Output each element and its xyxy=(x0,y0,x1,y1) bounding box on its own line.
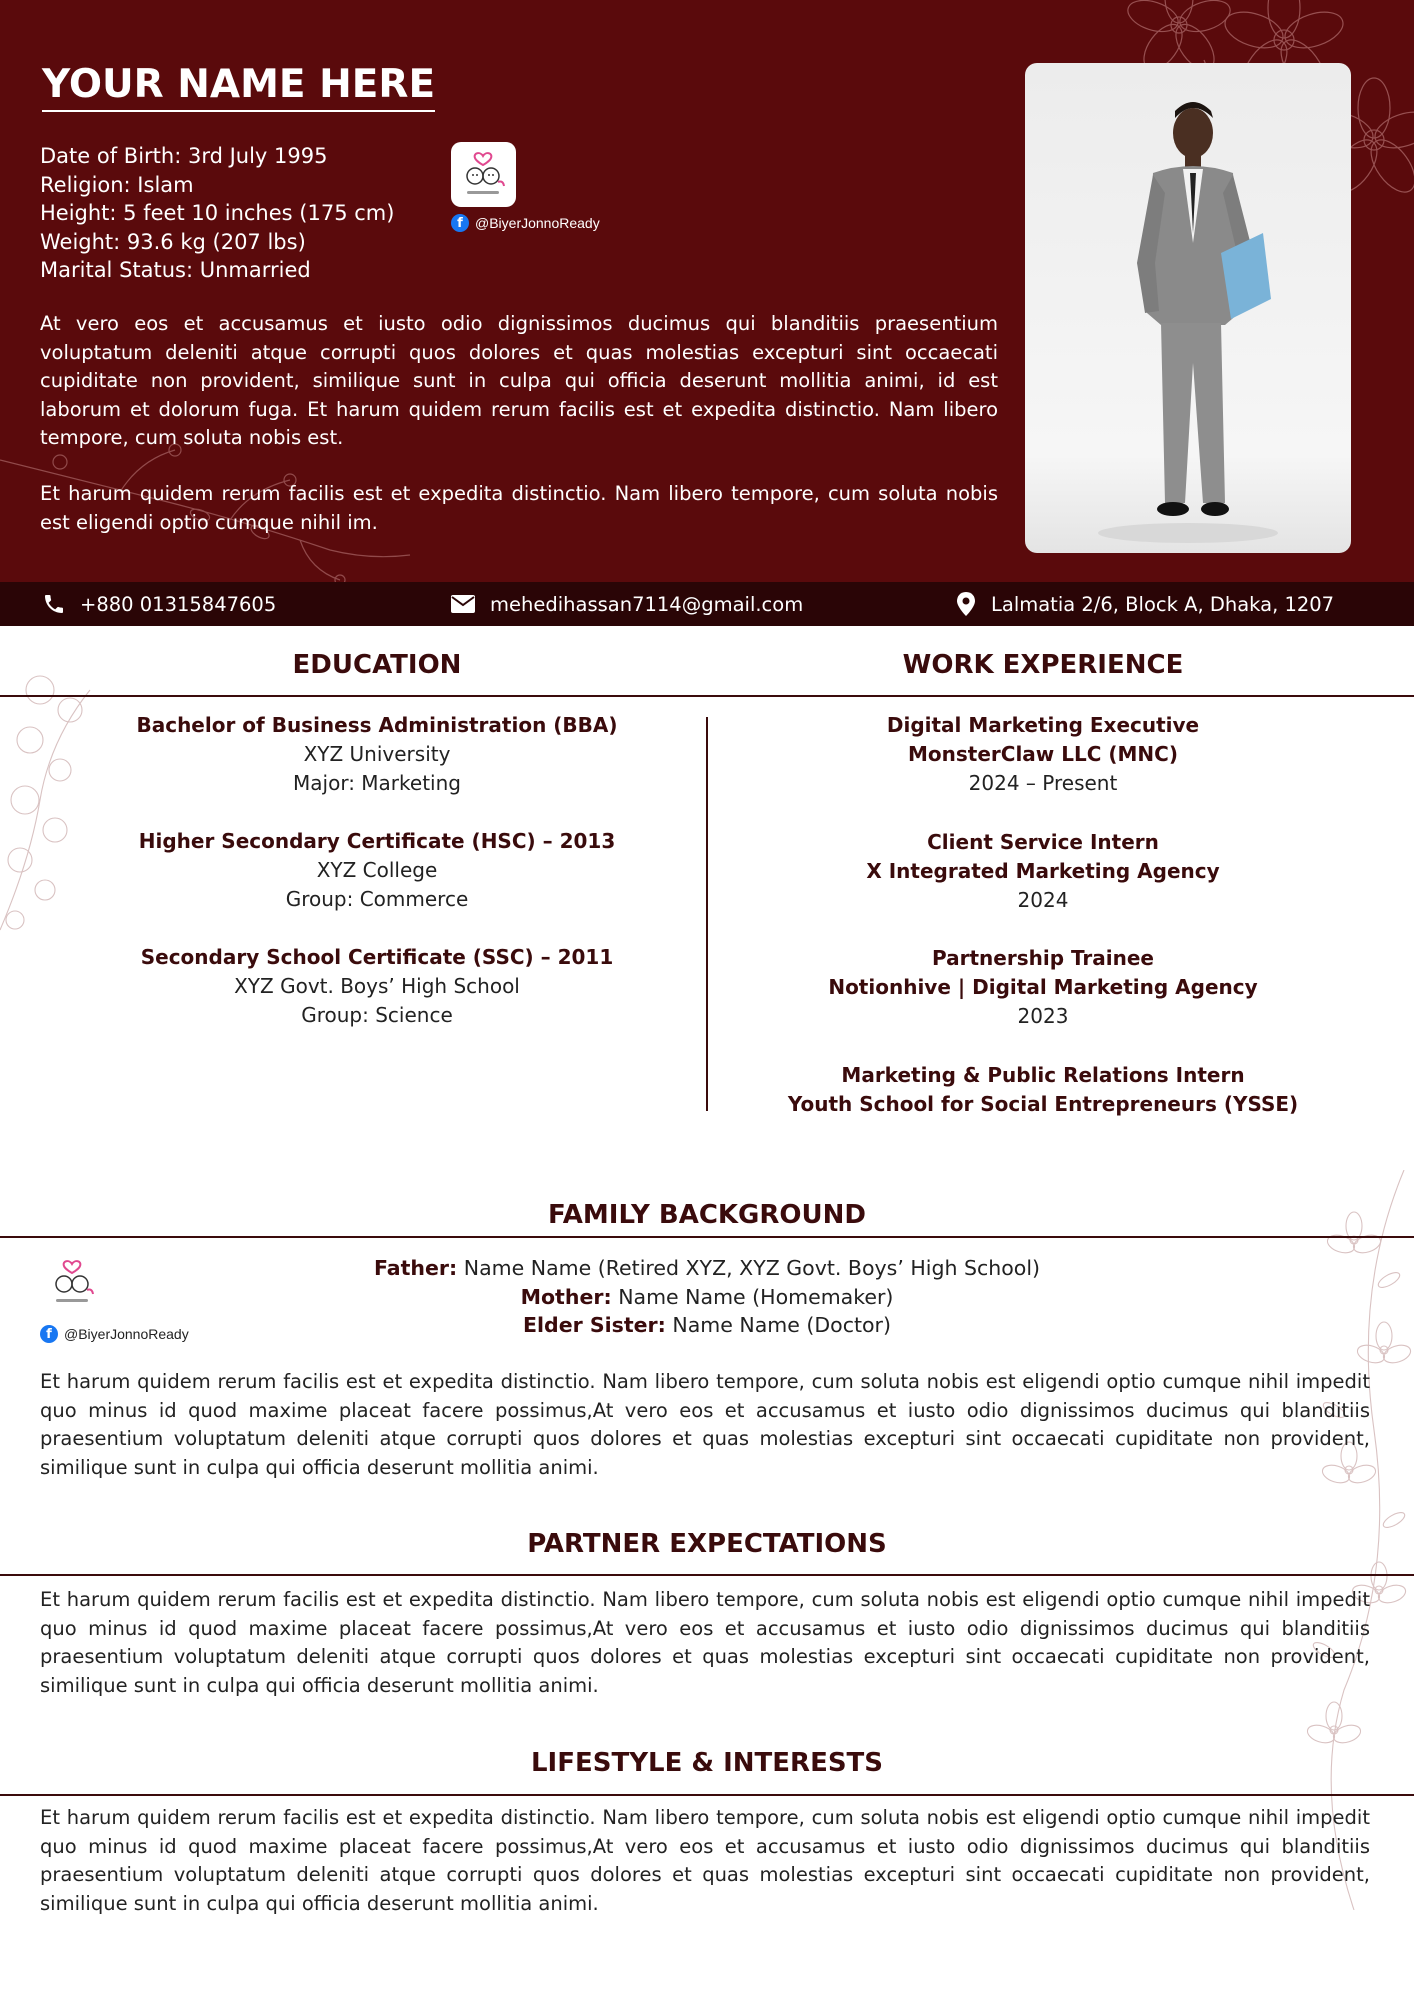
period: 2024 xyxy=(1017,887,1069,912)
institution: XYZ Govt. Boys’ High School xyxy=(234,974,520,998)
degree-title: Secondary School Certificate (SSC) – 2011 xyxy=(140,945,614,969)
divider xyxy=(0,1794,1414,1796)
family-member-mother xyxy=(0,1283,1414,1312)
phone-number: +880 01315847605 xyxy=(80,592,277,616)
member-value: Name Name (Homemaker) xyxy=(618,1284,894,1309)
organization: MonsterClaw LLC (MNC) xyxy=(908,742,1178,766)
major: Major: Marketing xyxy=(293,770,461,795)
profile-photo xyxy=(1025,63,1351,553)
bio-paragraph-1 xyxy=(40,310,998,453)
job-role: Digital Marketing Executive xyxy=(886,713,1200,737)
period: 2024 – Present xyxy=(968,771,1118,795)
education-item xyxy=(0,827,754,913)
bio-text-2: Et harum quidem rerum facilis est et expedita distinctio. Nam libero tempore, cum soluta nobis est eligendi optio cumque nihil im. xyxy=(40,482,998,534)
partner-paragraph: Et harum quidem rerum facilis est et expedita distinctio. Nam libero tempore, cum soluta nobis est eligendi optio cumque nihil impedit quo minus id quod maxime placeat facere possimus,At vero eos et accusamus et iusto odio dignissimos ducimus qui blanditiis praesentium voluptatum deleniti atque corrupti quos dolores et quas molestias excepturi sint occaecati cupiditate non provident, similique sunt in culpa qui officia deserunt mollitia animi. xyxy=(40,1588,1370,1697)
lifestyle-title: LIFESTYLE & INTERESTS xyxy=(530,1748,884,1778)
height: Height: 5 feet 10 inches (175 cm) xyxy=(40,201,395,225)
person-silhouette xyxy=(1025,63,1351,553)
job-role: Client Service Intern xyxy=(927,829,1159,854)
lifestyle-paragraph: Et harum quidem rerum facilis est et expedita distinctio. Nam libero tempore, cum soluta nobis est eligendi optio cumque nihil impedit quo minus id quod maxime placeat facere possimus,At vero eos et accusamus et iusto odio dignissimos ducimus qui blanditiis praesentium voluptatum deleniti atque corrupti quos dolores et quas molestias excepturi sint occaecati cupiditate non provident, similique sunt in culpa qui officia deserunt mollitia animi. xyxy=(40,1806,1370,1915)
date-of-birth: Date of Birth: 3rd July 1995 xyxy=(40,144,328,168)
family-member-father xyxy=(0,1254,1414,1283)
marital-status: Marital Status: Unmarried xyxy=(40,258,311,282)
header-banner xyxy=(0,0,1414,582)
organization: X Integrated Marketing Agency xyxy=(866,858,1220,883)
work-item xyxy=(708,1061,1378,1119)
divider xyxy=(0,695,1414,697)
phone-icon xyxy=(42,592,66,616)
candidate-name: YOUR NAME HERE xyxy=(42,62,435,112)
contact-bar xyxy=(0,582,1414,626)
divider xyxy=(0,1574,1414,1576)
facebook-icon: f xyxy=(451,214,469,232)
family-title: FAMILY BACKGROUND xyxy=(548,1200,866,1230)
major: Group: Commerce xyxy=(285,886,469,911)
member-label: Mother: xyxy=(520,1284,612,1309)
address: Lalmatia 2/6, Block A, Dhaka, 1207 xyxy=(991,592,1335,616)
family-members xyxy=(0,1254,1414,1340)
family-member-sister xyxy=(0,1311,1414,1340)
religion: Religion: Islam xyxy=(40,172,194,197)
institution: XYZ College xyxy=(316,858,438,882)
facebook-icon: f xyxy=(40,1325,58,1343)
major: Group: Science xyxy=(301,1002,453,1027)
email-address: mehedihassan7114@gmail.com xyxy=(490,592,804,616)
member-value: Name Name (Doctor) xyxy=(672,1313,891,1337)
social-handle: @BiyerJonnoReady xyxy=(475,215,600,231)
social-link[interactable] xyxy=(451,214,600,232)
work-item xyxy=(708,944,1378,1031)
organization: Notionhive | Digital Marketing Agency xyxy=(828,975,1258,999)
member-value: Name Name (Retired XYZ, XYZ Govt. Boys’ High School) xyxy=(463,1256,1041,1280)
education-item xyxy=(0,711,754,797)
organization: Youth School for Social Entrepreneurs (YSSE) xyxy=(787,1091,1299,1116)
partner-title: PARTNER EXPECTATIONS xyxy=(527,1529,887,1559)
work-list xyxy=(708,711,1378,1149)
contact-email[interactable] xyxy=(450,582,803,626)
work-title: WORK EXPERIENCE xyxy=(902,650,1184,680)
institution: XYZ University xyxy=(303,742,451,766)
work-item xyxy=(708,711,1378,798)
job-role: Marketing & Public Relations Intern xyxy=(841,1062,1245,1087)
member-label: Father: xyxy=(373,1256,458,1280)
contact-phone[interactable] xyxy=(42,582,276,626)
job-role: Partnership Trainee xyxy=(931,946,1154,970)
personal-details xyxy=(40,142,394,285)
contact-address[interactable] xyxy=(955,582,1334,626)
brand-logo-icon xyxy=(451,142,516,207)
brand-logo xyxy=(451,142,516,207)
bio-text-1: At vero eos et accusamus et iusto odio dignissimos ducimus qui blanditiis praesentium voluptatum deleniti atque corrupti quos dolores et quas molestias excepturi sint occaecati cupiditate non provident, similique sunt in culpa qui officia deserunt mollitia animi, id est laborum et dolorum fuga. Et harum quidem rerum facilis est et expedita distinctio. Nam libero tempore, cum soluta nobis est. xyxy=(40,312,998,449)
divider xyxy=(0,1236,1414,1238)
member-label: Elder Sister: xyxy=(523,1313,666,1337)
period: 2023 xyxy=(1017,1004,1069,1028)
work-item xyxy=(708,828,1378,915)
family-paragraph: Et harum quidem rerum facilis est et expedita distinctio. Nam libero tempore, cum soluta nobis est eligendi optio cumque nihil impedit quo minus id quod maxime placeat facere possimus,At vero eos et accusamus et iusto odio dignissimos ducimus qui blanditiis praesentium voluptatum deleniti atque corrupti quos dolores et quas molestias excepturi sint occaecati cupiditate non provident, similique sunt in culpa qui officia deserunt mollitia animi. xyxy=(40,1370,1370,1479)
location-pin-icon xyxy=(955,591,977,617)
weight: Weight: 93.6 kg (207 lbs) xyxy=(40,229,306,254)
email-icon xyxy=(450,593,476,615)
education-list xyxy=(0,711,754,1059)
education-title: EDUCATION xyxy=(292,650,462,680)
social-handle: @BiyerJonnoReady xyxy=(64,1326,189,1342)
degree-title: Higher Secondary Certificate (HSC) – 2013 xyxy=(138,829,616,853)
education-item xyxy=(0,943,754,1029)
degree-title: Bachelor of Business Administration (BBA) xyxy=(136,713,618,737)
bio-paragraph-2 xyxy=(40,480,998,537)
